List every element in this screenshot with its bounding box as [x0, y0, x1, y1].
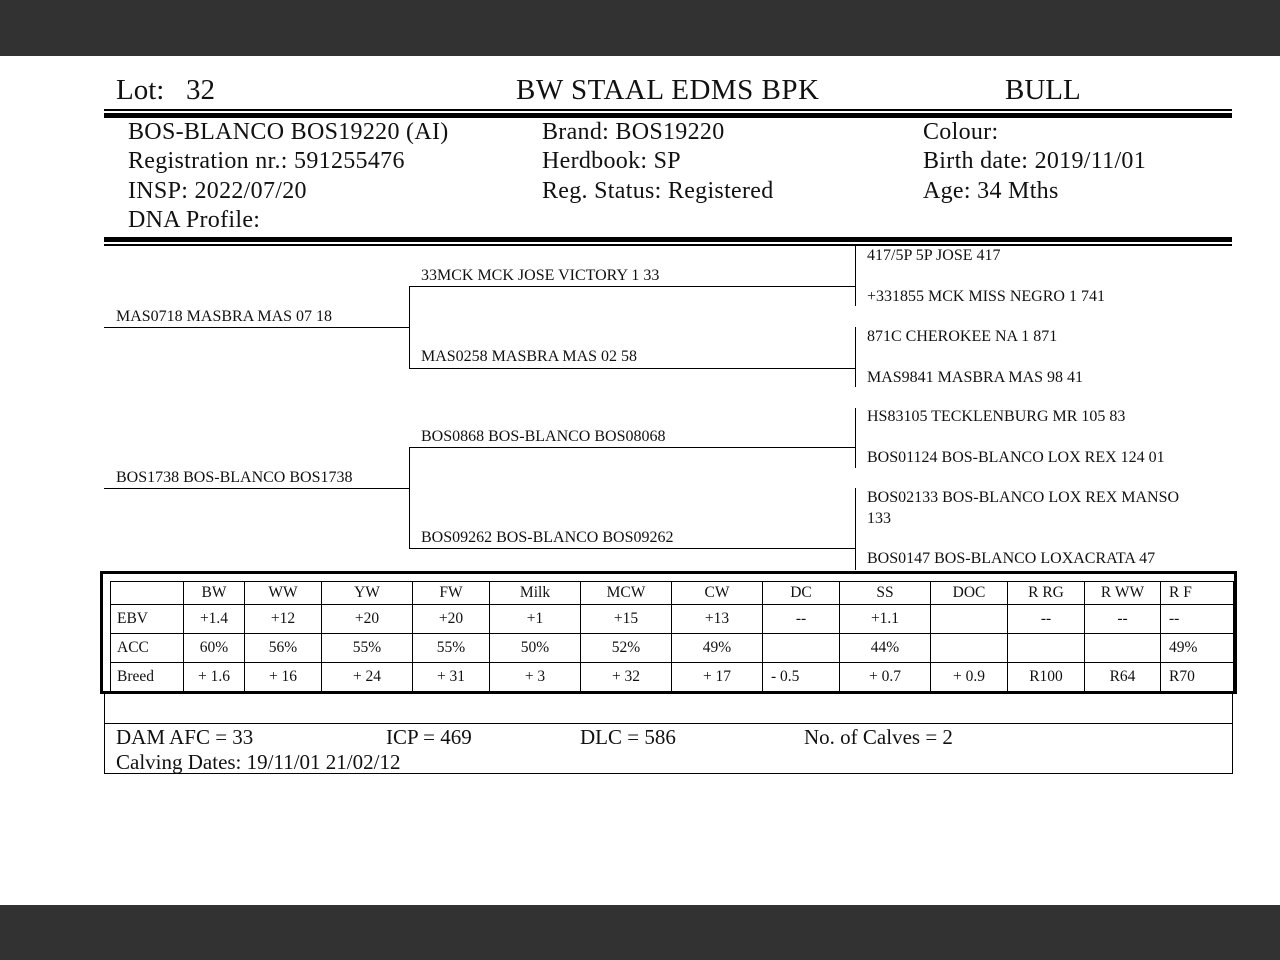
dam-bracket — [409, 447, 410, 549]
breed-cell: + 1.6 — [184, 663, 245, 692]
registration-number: Registration nr.: 591255476 — [128, 148, 405, 174]
breed-row-label: Breed — [111, 663, 184, 692]
pedigree-dam-sire: BOS0868 BOS-BLANCO BOS08068 — [421, 428, 666, 445]
ebv-cell: +13 — [672, 605, 763, 634]
calving-dates: Calving Dates: 19/11/01 21/02/12 — [116, 750, 401, 774]
acc-cell: 55% — [322, 634, 413, 663]
breeder-name: BW STAAL EDMS BPK — [516, 74, 820, 106]
acc-cell — [1008, 634, 1085, 663]
acc-cell: 49% — [672, 634, 763, 663]
breed-cell: + 0.9 — [931, 663, 1008, 692]
age: Age: 34 Mths — [923, 178, 1059, 204]
ebv-cell: +1 — [490, 605, 581, 634]
ebv-header-cell: DC — [763, 582, 840, 605]
breed-cell: R70 — [1161, 663, 1234, 692]
ebv-cell: +1.4 — [184, 605, 245, 634]
pedigree-gg2: +331855 MCK MISS NEGRO 1 741 — [867, 288, 1105, 305]
ebv-cell: +1.1 — [840, 605, 931, 634]
ebv-header-cell: R F — [1161, 582, 1234, 605]
sire-sire-line — [409, 286, 855, 287]
herdbook: Herdbook: SP — [542, 148, 681, 174]
birth-date: Birth date: 2019/11/01 — [923, 148, 1147, 174]
gg-bracket-2 — [855, 327, 856, 387]
ebv-row-label: EBV — [111, 605, 184, 634]
pedigree-sire: MAS0718 MASBRA MAS 07 18 — [116, 308, 333, 325]
breed-cell: R100 — [1008, 663, 1085, 692]
dam-dam-line — [409, 548, 855, 549]
animal-name: BOS-BLANCO BOS19220 (AI) — [128, 119, 449, 145]
pedigree-gg1: 417/5P 5P JOSE 417 — [867, 247, 1001, 264]
dam-sire-line — [409, 447, 855, 448]
ebv-cell: -- — [1085, 605, 1161, 634]
gg-bracket-3 — [855, 408, 856, 468]
ebv-header-cell: YW — [322, 582, 413, 605]
dam-afc: DAM AFC = 33 — [116, 725, 254, 749]
acc-cell — [1085, 634, 1161, 663]
reg-status: Reg. Status: Registered — [542, 178, 774, 204]
ebv-row — [111, 605, 1234, 634]
icp-value: ICP = 469 — [386, 725, 472, 749]
ebv-table-frame — [100, 571, 1237, 694]
header-rule-thick — [104, 113, 1232, 118]
breed-cell: + 16 — [245, 663, 322, 692]
ebv-header-cell — [111, 582, 184, 605]
ebv-cell: -- — [763, 605, 840, 634]
sire-bracket — [409, 286, 410, 368]
acc-cell: 55% — [413, 634, 490, 663]
breed-cell: R64 — [1085, 663, 1161, 692]
ebv-header-cell: BW — [184, 582, 245, 605]
lot-label: Lot: — [116, 74, 165, 106]
breed-row — [111, 663, 1234, 692]
ebv-header-cell: Milk — [490, 582, 581, 605]
breed-cell: + 32 — [581, 663, 672, 692]
dam-summary-divider — [104, 723, 1233, 724]
pedigree-gg5: HS83105 TECKLENBURG MR 105 83 — [867, 408, 1126, 425]
brand: Brand: BOS19220 — [542, 119, 725, 145]
pedigree-gg4: MAS9841 MASBRA MAS 98 41 — [867, 369, 1084, 386]
acc-cell: 50% — [490, 634, 581, 663]
breed-cell: + 24 — [322, 663, 413, 692]
dna-profile: DNA Profile: — [128, 207, 261, 233]
ebv-header-cell: FW — [413, 582, 490, 605]
dlc-value: DLC = 586 — [580, 725, 676, 749]
ebv-cell: +20 — [413, 605, 490, 634]
ebv-cell — [931, 605, 1008, 634]
ebv-header-cell: R WW — [1085, 582, 1161, 605]
breed-cell: - 0.5 — [763, 663, 840, 692]
acc-cell: 56% — [245, 634, 322, 663]
pedigree-gg3: 871C CHEROKEE NA 1 871 — [867, 328, 1058, 345]
pedigree-gg7: BOS02133 BOS-BLANCO LOX REX MANSO — [867, 489, 1180, 506]
ebv-table — [110, 581, 1234, 692]
pedigree-gg8: BOS0147 BOS-BLANCO LOXACRATA 47 — [867, 550, 1156, 567]
acc-cell: 60% — [184, 634, 245, 663]
breed-cell: + 31 — [413, 663, 490, 692]
acc-cell: 52% — [581, 634, 672, 663]
dam-line — [104, 488, 409, 489]
lot-number: 32 — [186, 74, 215, 106]
ebv-header-row — [111, 582, 1234, 605]
acc-cell — [763, 634, 840, 663]
pedigree-gg7-cont: 133 — [867, 510, 891, 527]
pedigree-gg6: BOS01124 BOS-BLANCO LOX REX 124 01 — [867, 449, 1165, 466]
info-rule-thick — [104, 237, 1232, 242]
sire-dam-line — [409, 368, 855, 369]
sex-label: BULL — [1005, 74, 1081, 106]
pedigree-dam: BOS1738 BOS-BLANCO BOS1738 — [116, 469, 353, 486]
acc-cell — [931, 634, 1008, 663]
ebv-cell: -- — [1008, 605, 1085, 634]
ebv-header-cell: WW — [245, 582, 322, 605]
acc-row — [111, 634, 1234, 663]
ebv-header-cell: SS — [840, 582, 931, 605]
sire-line — [104, 327, 409, 328]
ebv-cell: -- — [1161, 605, 1234, 634]
breed-cell: + 17 — [672, 663, 763, 692]
gg-bracket-1 — [855, 246, 856, 306]
pedigree-dam-dam: BOS09262 BOS-BLANCO BOS09262 — [421, 529, 674, 546]
header-rule-thin — [104, 109, 1232, 111]
ebv-header-cell: CW — [672, 582, 763, 605]
breed-cell: + 3 — [490, 663, 581, 692]
ebv-cell: +12 — [245, 605, 322, 634]
acc-cell: 44% — [840, 634, 931, 663]
top-dark-bar — [0, 0, 1280, 56]
colour: Colour: — [923, 119, 999, 145]
breed-cell: + 0.7 — [840, 663, 931, 692]
info-rule-thin — [104, 244, 1232, 246]
acc-row-label: ACC — [111, 634, 184, 663]
bottom-dark-bar — [0, 905, 1280, 960]
ebv-cell: +15 — [581, 605, 672, 634]
ebv-header-cell: MCW — [581, 582, 672, 605]
acc-cell: 49% — [1161, 634, 1234, 663]
pedigree-sire-sire: 33MCK MCK JOSE VICTORY 1 33 — [421, 267, 660, 284]
ebv-cell: +20 — [322, 605, 413, 634]
number-of-calves: No. of Calves = 2 — [804, 725, 953, 749]
ebv-header-cell: DOC — [931, 582, 1008, 605]
inspection-date: INSP: 2022/07/20 — [128, 178, 307, 204]
gg-bracket-4 — [855, 488, 856, 570]
ebv-header-cell: R RG — [1008, 582, 1085, 605]
pedigree-sire-dam: MAS0258 MASBRA MAS 02 58 — [421, 348, 638, 365]
